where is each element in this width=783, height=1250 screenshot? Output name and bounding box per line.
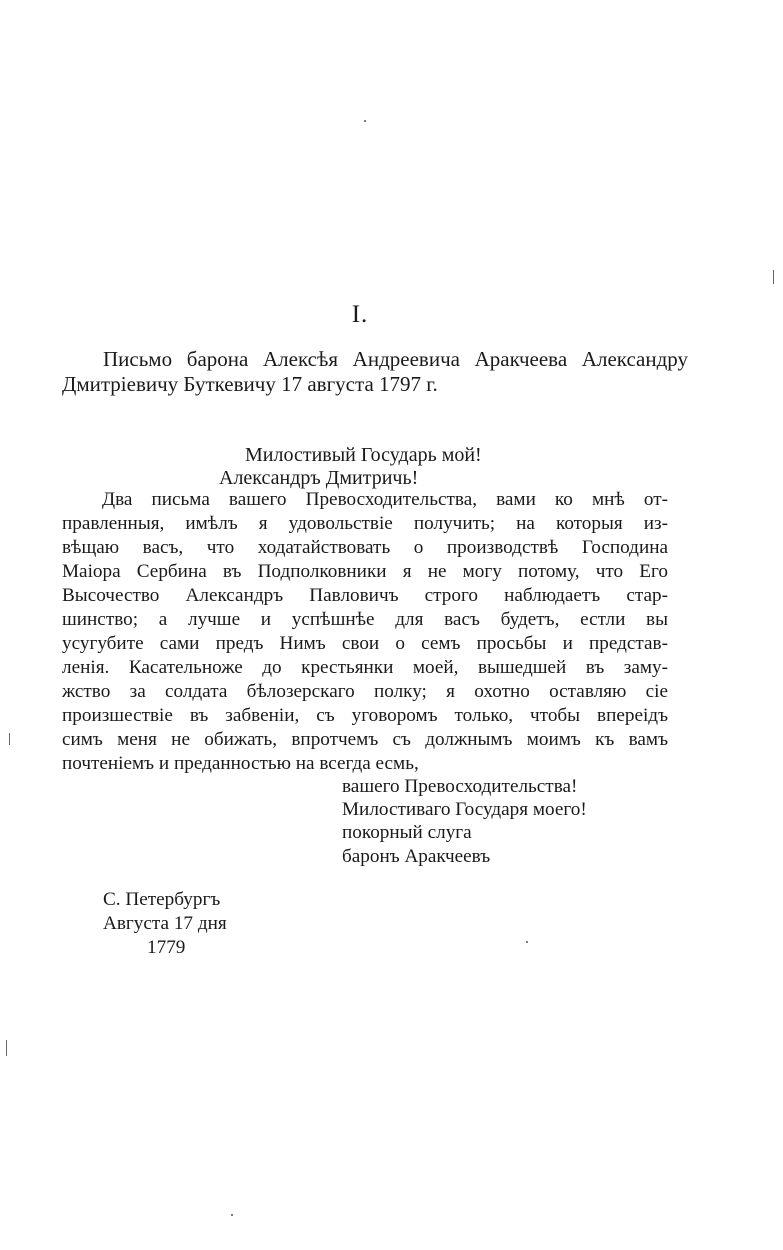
body-line-5: Высочество Александръ Павловичъ строго наблюдаетъ стар-: [62, 585, 668, 606]
scan-speck: [526, 941, 528, 943]
date-line: Августа 17 дня: [103, 913, 227, 934]
signature-line: баронъ Аракчеевъ: [342, 846, 491, 867]
letter-title-line-1: Письмо барона Алексѣя Андреевича Аракчеева Александру: [103, 347, 688, 371]
body-line-10: произшествіе въ забвеніи, съ уговоромъ только, чтобы впереідъ: [62, 705, 668, 726]
closing-line-1: вашего Превосходительства!: [342, 776, 578, 797]
closing-line-2: Милостиваго Государя моего!: [342, 799, 587, 820]
scan-edge-mark: [6, 1040, 7, 1056]
body-line-9: жство за солдата бѣлозерскаго полку; я охотно оставляю сіе: [62, 681, 668, 702]
scan-edge-mark: [773, 270, 774, 284]
scan-speck: [231, 1214, 233, 1216]
scan-edge-mark: [9, 733, 10, 745]
body-line-8: ленія. Касательноже до крестьянки моей, вышедшей въ заму-: [62, 657, 668, 678]
body-line-7: усугубите сами предъ Нимъ свои о семъ просьбы и представ-: [62, 633, 668, 654]
scan-speck: [364, 120, 366, 122]
body-line-12: почтеніемъ и преданностью на всегда есмь,: [62, 753, 419, 774]
year-line: 1779: [147, 937, 186, 958]
greeting-line-2: Александръ Дмитричь!: [219, 467, 419, 489]
place-line: С. Петербургъ: [103, 889, 221, 910]
section-numeral: I.: [351, 301, 369, 328]
body-line-11: симъ меня не обижать, впротчемъ съ должнымъ моимъ къ вамъ: [62, 729, 668, 750]
body-line-3: вѣщаю васъ, что ходатайствовать о производствѣ Господина: [62, 537, 668, 558]
body-line-6: шинство; а лучше и успѣшнѣе для васъ будетъ, естли вы: [62, 609, 668, 630]
body-line-2: правленныя, имѣлъ я удовольствіе получить; на которыя из-: [62, 513, 668, 534]
greeting-line-1: Милостивый Государь мой!: [245, 444, 482, 466]
closing-line-3: покорный слуга: [342, 822, 472, 843]
body-line-1: Два письма вашего Превосходительства, вами ко мнѣ от-: [102, 489, 668, 510]
letter-title-line-2: Дмитріевичу Буткевичу 17 августа 1797 г.: [62, 372, 438, 396]
body-line-4: Маіора Сербина въ Подполковники я не могу потому, что Его: [62, 561, 668, 582]
